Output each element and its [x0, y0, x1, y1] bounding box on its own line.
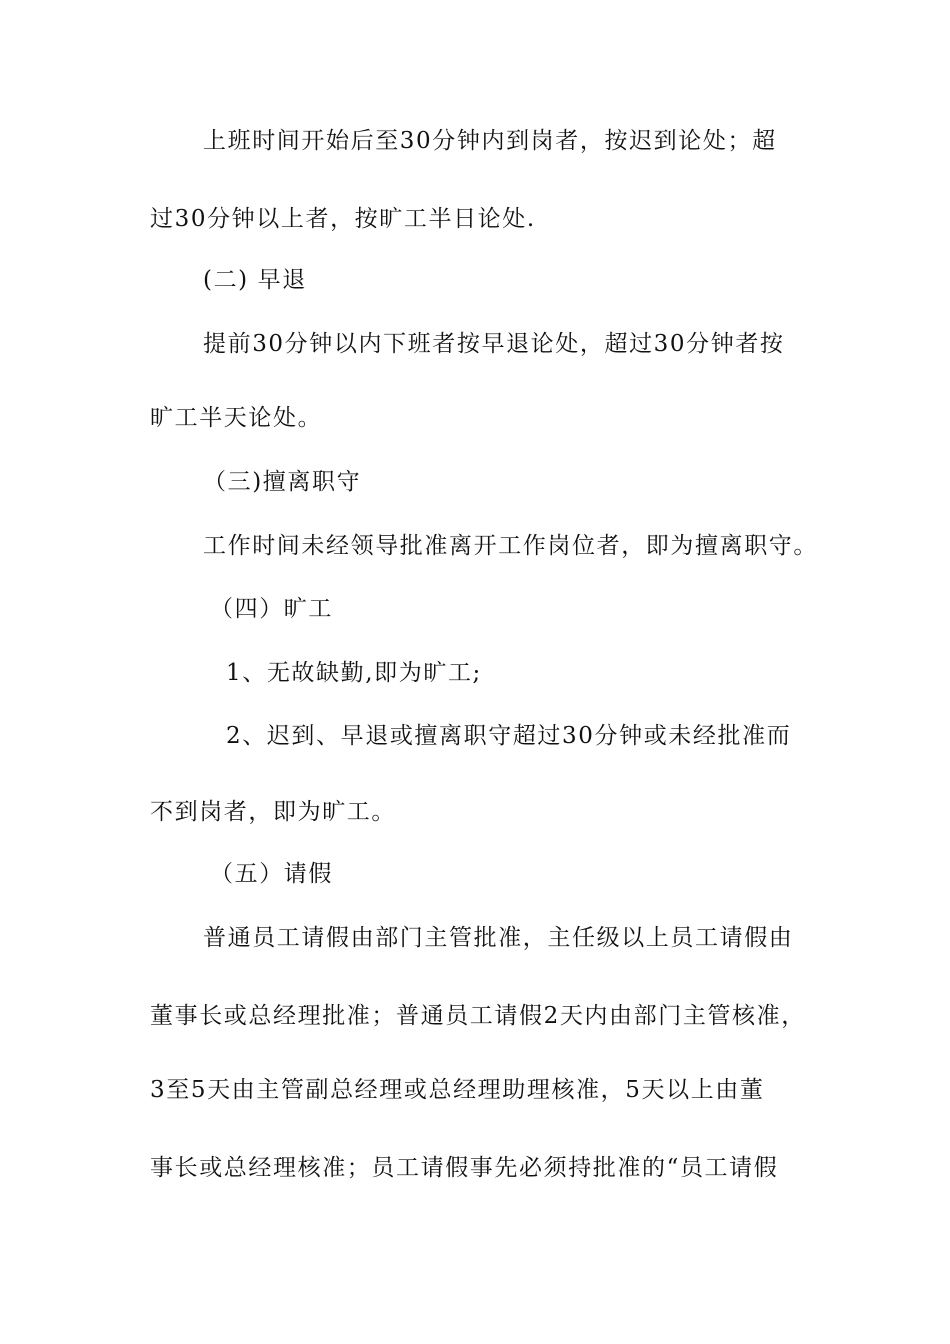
paragraph-line — [0, 918, 950, 958]
section-heading — [0, 260, 950, 300]
text-early-leave-rule-start: 提前30分钟以内下班者按早退论处，超过30分钟者按 — [203, 331, 785, 357]
paragraph-line — [0, 1070, 950, 1110]
text-lateness-rule-end: 过30分钟以上者，按旷工半日论处. — [150, 206, 536, 232]
paragraph-line — [0, 324, 950, 364]
text-absenteeism-item-1: 1、无故缺勤,即为旷工; — [226, 660, 482, 686]
text-leave-rule-line-2: 董事长或总经理批准；普通员工请假2天内由部门主管核准， — [150, 1003, 806, 1029]
paragraph-line — [0, 121, 950, 161]
section-heading — [0, 462, 950, 502]
paragraph-line — [0, 526, 950, 566]
text-absenteeism-item-2-start: 2、迟到、早退或擅离职守超过30分钟或未经批准而 — [226, 723, 792, 749]
paragraph-line — [0, 792, 950, 832]
section-heading — [0, 854, 950, 894]
list-item — [0, 653, 950, 693]
paragraph-line — [0, 1148, 950, 1188]
paragraph-line — [0, 398, 950, 438]
paragraph-line — [0, 996, 950, 1036]
text-leave-rule-line-3: 3至5天由主管副总经理或总经理助理核准，5天以上由董 — [150, 1077, 765, 1103]
text-lateness-rule-start: 上班时间开始后至30分钟内到岗者，按迟到论处；超 — [203, 128, 777, 154]
heading-leave-request: （五）请假 — [210, 861, 333, 887]
paragraph-line — [0, 199, 950, 239]
text-early-leave-rule-end: 旷工半天论处。 — [150, 405, 323, 431]
text-absenteeism-item-2-end: 不到岗者，即为旷工。 — [150, 799, 396, 825]
heading-absenteeism: （四）旷工 — [210, 596, 333, 622]
section-heading — [0, 589, 950, 629]
heading-early-leave: (二) 早退 — [203, 267, 307, 293]
text-leaving-post-rule: 工作时间未经领导批准离开工作岗位者，即为擅离职守。 — [203, 533, 818, 559]
list-item — [0, 716, 950, 756]
text-leave-rule-line-1: 普通员工请假由部门主管批准，主任级以上员工请假由 — [203, 925, 794, 951]
heading-leaving-post: （三)擅离职守 — [203, 469, 362, 495]
text-leave-rule-line-4: 事长或总经理核准；员工请假事先必须持批准的“员工请假 — [150, 1155, 779, 1181]
